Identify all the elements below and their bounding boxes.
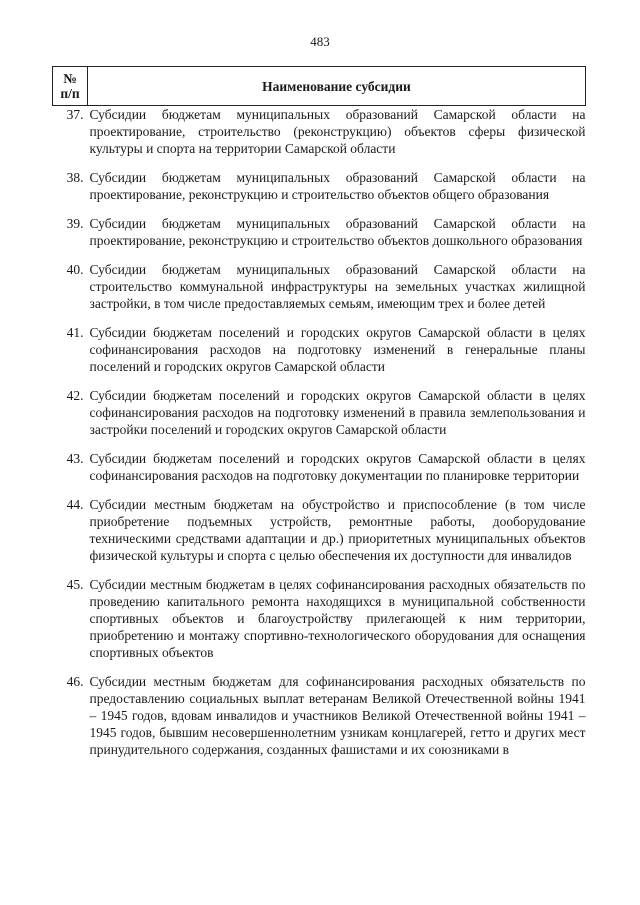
subsidy-name: Субсидии местным бюджетам на обустройство и приспособление (в том числе приобретение подъемных устройств, ремонтные работы, дооборудование техническими средствами адаптации и др.) приоритетных муниципальных объектов физической культуры и спорта с целью обеспечения их доступности для инвалидов	[89, 497, 586, 563]
table-row	[53, 576, 586, 673]
row-number: 40.	[66, 262, 84, 277]
row-number: 46.	[66, 674, 84, 689]
row-number: 37.	[66, 107, 84, 122]
row-number: 38.	[66, 170, 84, 185]
table-row	[53, 450, 586, 496]
subsidy-name: Субсидии бюджетам поселений и городских округов Самарской области в целях софинансирования расходов на подготовку изменений в правила землепользования и застройки поселений и городских округов Самарской области	[89, 388, 586, 437]
subsidies-table	[52, 66, 586, 758]
row-number: 43.	[66, 451, 84, 466]
table-row	[53, 324, 586, 387]
table-body	[53, 106, 586, 759]
table-row	[53, 169, 586, 215]
subsidy-name: Субсидии бюджетам поселений и городских округов Самарской области в целях софинансирования расходов на подготовку документации по планировке территории	[89, 451, 586, 483]
table-row	[53, 387, 586, 450]
table-row	[53, 215, 586, 261]
header-number-column	[53, 67, 88, 106]
table-row	[53, 496, 586, 576]
subsidy-name: Субсидии бюджетам муниципальных образований Самарской области на проектирование, реконструкцию и строительство объектов общего образования	[89, 170, 586, 202]
header-name-column: Наименование субсидии	[88, 67, 586, 106]
table-row	[53, 106, 586, 170]
table-row	[53, 673, 586, 758]
subsidy-name: Субсидии местным бюджетам в целях софинансирования расходных обязательств по проведению капитального ремонта находящихся в муниципальной собственности спортивных объектов и благоустройству прилегающей к ним территории, приобретению и монтажу спортивно-технологического оборудования для оснащения спортивных объектов	[89, 577, 586, 660]
subsidy-name: Субсидии бюджетам муниципальных образований Самарской области на проектирование, строительство (реконструкцию) объектов сферы физической культуры и спорта на территории Самарской области	[89, 107, 586, 156]
table-header-row	[53, 67, 586, 106]
row-number: 44.	[66, 497, 84, 512]
subsidy-name: Субсидии местным бюджетам для софинансирования расходных обязательств по предоставлению социальных выплат ветеранам Великой Отечественной войны 1941 – 1945 годов, вдовам инвалидов и участников Великой Отечественной войны 1941 – 1945 годов, бывшим несовершеннолетним узникам концлагерей, гетто и других мест принудительного содержания, созданных фашистами и их союзниками в	[89, 674, 586, 757]
header-number-sign: №	[63, 71, 77, 86]
subsidy-name: Субсидии бюджетам муниципальных образований Самарской области на проектирование, реконструкцию и строительство объектов дошкольного образования	[89, 216, 586, 248]
subsidy-name: Субсидии бюджетам муниципальных образований Самарской области на строительство коммунальной инфраструктуры на земельных участках жилищной застройки, в том числе предоставляемых семьям, имеющим трех и более детей	[89, 262, 586, 311]
header-number-abbrev: п/п	[60, 86, 80, 101]
subsidy-name: Субсидии бюджетам поселений и городских округов Самарской области в целях софинансирования расходов на подготовку изменений в генеральные планы поселений и городских округов Самарской области	[89, 325, 586, 374]
row-number: 42.	[66, 388, 84, 403]
row-number: 39.	[66, 216, 84, 231]
row-number: 45.	[66, 577, 84, 592]
row-number: 41.	[66, 325, 84, 340]
table-row	[53, 261, 586, 324]
page-number: 483	[310, 34, 330, 49]
